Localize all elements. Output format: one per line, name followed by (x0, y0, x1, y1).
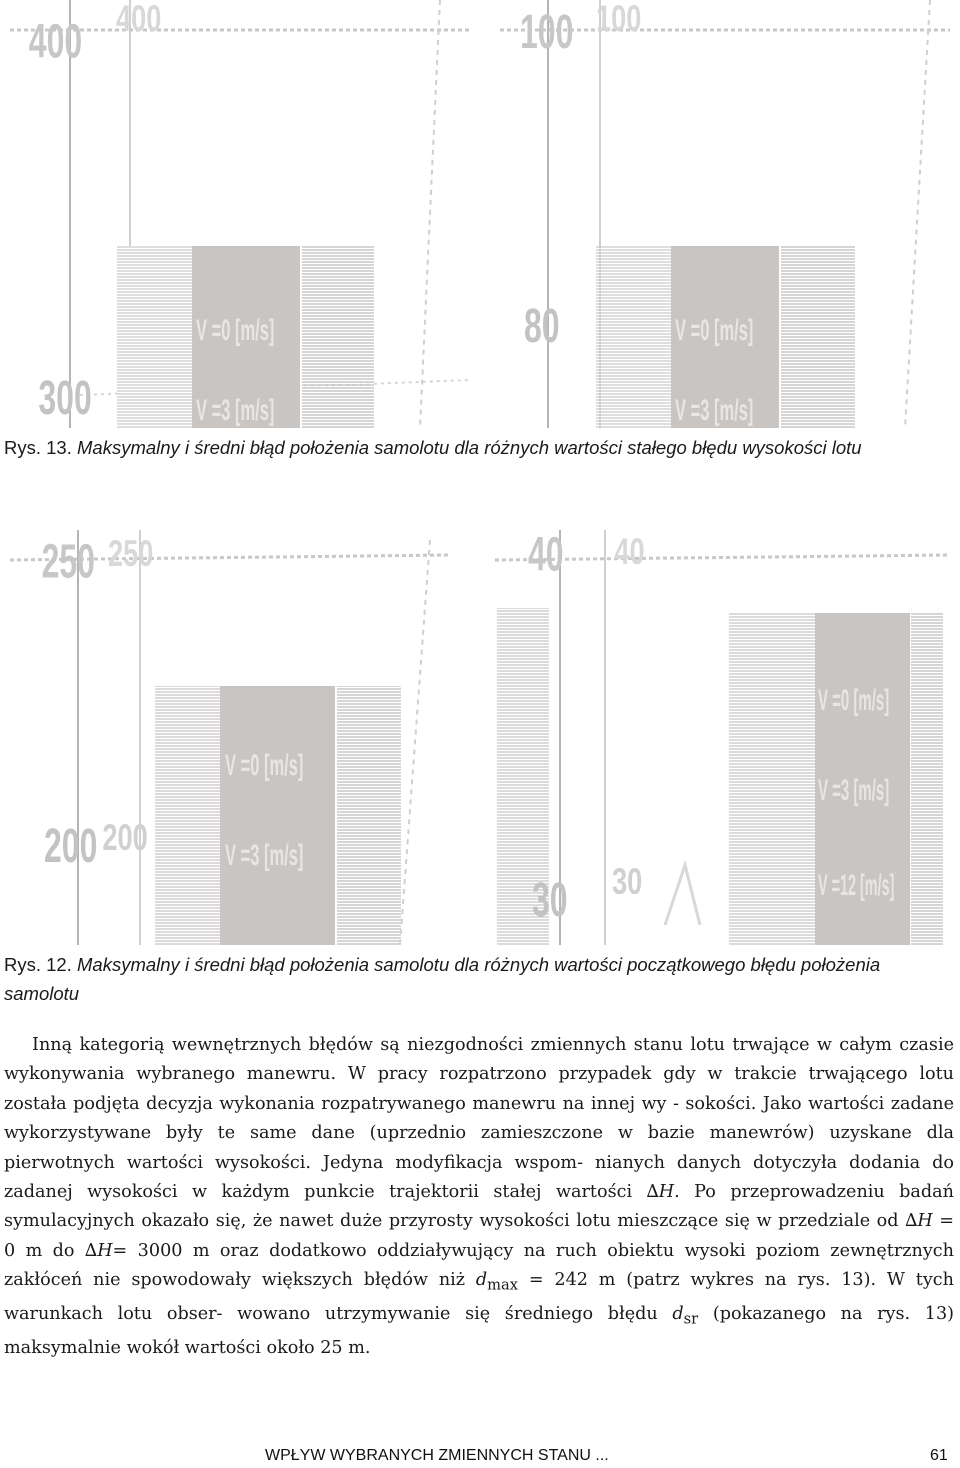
rys13-right-legend-1: V =0 [m/s] (675, 313, 754, 348)
dmax-symbol: d (475, 1270, 488, 1291)
delta-h-symbol: ∆H (646, 1182, 675, 1203)
rys12-left-ytick-top-2: 250 (108, 531, 154, 575)
para-text-f: (pokazanego na rys. 13) maksymalnie wokół wartości około 25 m. (4, 1304, 955, 1359)
rys13-left-ytick-top-2: 400 (116, 0, 162, 39)
rys13-right-ytick-bottom: 80 (524, 298, 560, 353)
para-text-a: Inną kategorią wewnętrznych błędów są niezgodności zmiennych stanu lotu trwające w całym czasie wykonywania wybranego manewru. W pracy rozpatrzono przypadek gdy w trakcie trwającego lotu została podjęta decyzja wykonania rozpatrywanego manewru na innej wy - sokości. Jako wartości zadane wykorzystywane były te same dane (uprzednio zamieszczone w bazie manewrów) uzyskane dla pierwotnych wartości wysokości. Jedyna modyfikacja wspom- nianych danych dotyczyła dodania do zadanej wysokości w każdym punkcie trajektorii stałej wartości (4, 1035, 954, 1203)
figure-rys12 (0, 520, 960, 945)
para-text-e: = 242 m (patrz wykres na rys. 13). W tych warunkach lotu obser- wowano utrzymywanie się średniego błędu (4, 1270, 954, 1325)
body-paragraph (4, 1031, 954, 1364)
rys13-left-ytick-bottom: 300 (38, 370, 92, 425)
rys12-left-legend-2: V =3 [m/s] (225, 838, 304, 873)
caption-rys12-label: Rys. 12. (4, 954, 72, 975)
rys12-left-legend-1: V =0 [m/s] (225, 748, 304, 783)
rys13-right-ytick-top-2: 100 (596, 0, 642, 39)
dsr-subscript: sr (683, 1310, 699, 1328)
rys13-left-legend-2: V =3 [m/s] (195, 393, 275, 428)
rys13-right-legend-2: V =3 [m/s] (675, 393, 754, 428)
rys12-right-ytick-top: 40 (528, 526, 564, 581)
dsr-symbol: d (672, 1304, 684, 1325)
page-number: 61 (930, 1447, 948, 1464)
rys12-left-panel (10, 530, 450, 945)
rys12-left-ytick-bottom: 200 (44, 818, 98, 873)
caption-rys12-text: Maksymalny i średni błąd położenia samolotu dla różnych wartości początkowego błędu położenia samolotu (4, 954, 881, 1004)
rys13-left-legend-1: V =0 [m/s] (195, 313, 275, 348)
para-text-c: = 0 m do (4, 1211, 954, 1261)
delta-h-symbol-2: ∆H (905, 1211, 933, 1232)
caption-rys12 (4, 950, 954, 1008)
paragraph-internal-errors (4, 1031, 954, 1364)
rys12-left-legend-box (220, 686, 335, 945)
delta-h-symbol-3: ∆H (84, 1240, 113, 1261)
running-footer-title: WPŁYW WYBRANYCH ZMIENNYCH STANU ... (265, 1447, 609, 1464)
caption-rys13 (4, 433, 954, 462)
rys12-right-ytick-bottom-2: 30 (612, 859, 643, 903)
rys12-left-ytick-top: 250 (41, 534, 95, 589)
para-text-b: . Po przeprowadzeniu badań symulacyjnych okazało się, że nawet duże przyrosty wysokości lotu mieszczące się w przedziale od (4, 1182, 954, 1232)
rys12-right-panel (495, 527, 950, 945)
figure-rys13 (0, 0, 960, 428)
rys12-right-legend-2: V =3 [m/s] (818, 774, 890, 808)
figure-rys12-graphic (0, 520, 960, 945)
caption-rys13-text: Maksymalny i średni błąd położenia samolotu dla różnych wartości stałego błędu wysokości lotu (77, 437, 862, 458)
rys12-right-legend-1: V =0 [m/s] (818, 684, 890, 718)
rys13-left-panel (10, 0, 470, 428)
rys13-right-panel (500, 0, 950, 428)
rys12-left-ytick-bottom-2: 200 (102, 815, 148, 859)
rys12-right-legend-3: V =12 [m/s] (818, 868, 895, 902)
rys13-right-ytick-top: 100 (519, 4, 574, 59)
caption-rys13-label: Rys. 13. (4, 437, 72, 458)
rys13-left-ytick-top: 400 (28, 14, 83, 69)
rys12-right-ytick-top-2: 40 (614, 529, 645, 573)
dmax-subscript: max (487, 1276, 519, 1294)
para-text-d: = 3000 m oraz dodatkowo oddziaływujący na ruch obiektu wysoki poziom zewnętrznych zakłóceń nie spowodowały większych błędów niż (4, 1240, 954, 1291)
figure-rys13-graphic (0, 0, 960, 428)
rys12-right-ytick-bottom: 30 (531, 872, 568, 927)
